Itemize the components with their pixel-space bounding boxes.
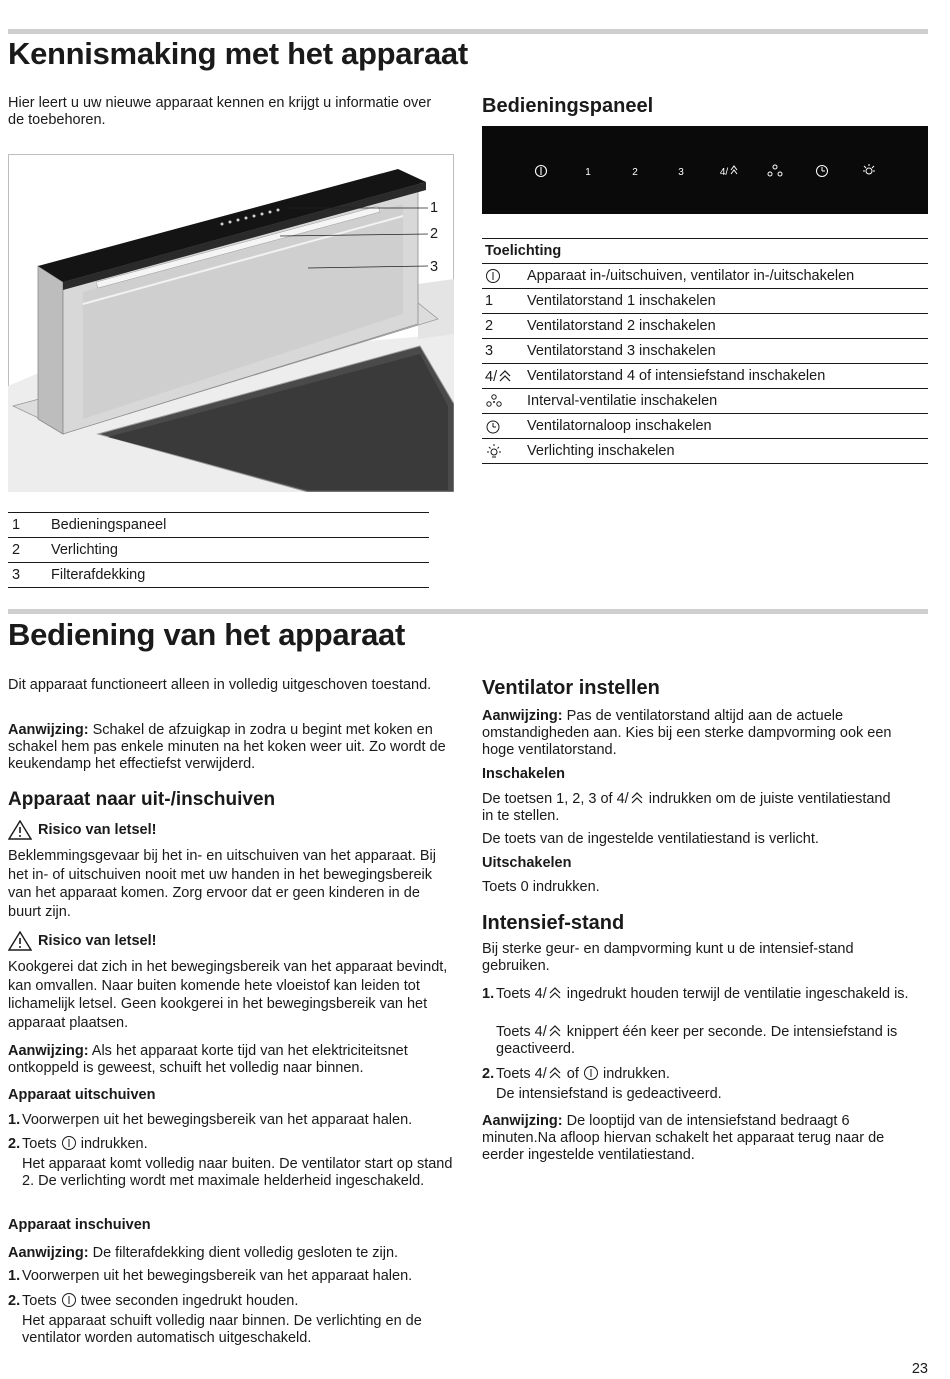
body-text: De toets van de ingestelde ventilatiestand is verlicht. <box>482 831 819 847</box>
panel-legend-key: 1 <box>482 289 527 314</box>
note-text: Schakel de afzuigkap in zodra u begint met koken en schakel hem pas enkele minuten na het koken weer uit. Zo wordt de keukendamp het effectiefst verwijderd. <box>8 722 446 772</box>
step-text: Toets <box>22 1136 61 1152</box>
step-number: 1. <box>482 986 495 1002</box>
callout-3: 3 <box>430 259 439 275</box>
panel-legend-text: Ventilatornaloop inschakelen <box>527 414 928 439</box>
step-text: Toets <box>22 1293 61 1309</box>
note-text: De looptijd van de intensiefstand bedraagt 6 minuten.Na afloop hiervan schakelt het apparaat terug naar de eerder ingestelde ventilatiestand. <box>482 1113 885 1163</box>
panel-button-2: 2 <box>632 167 638 178</box>
panel-legend-header: Toelichting <box>482 239 928 264</box>
panel-legend-key: 2 <box>482 314 527 339</box>
section-title: Bediening van het apparaat <box>8 617 406 652</box>
note-label: Aanwijzing: <box>8 1043 89 1059</box>
note-paragraph <box>482 1113 922 1164</box>
intensive-icon <box>547 1023 563 1039</box>
panel-button-4: 4/ <box>719 167 729 178</box>
power-icon <box>61 1135 77 1151</box>
section-title: Kennismaking met het apparaat <box>8 36 468 71</box>
step-text: indrukken. <box>76 1136 148 1152</box>
panel-button-1: 1 <box>585 167 591 178</box>
page-number: 23 <box>911 1361 928 1377</box>
step-1 <box>482 985 922 1003</box>
warning-heading <box>8 931 156 951</box>
step-result: De intensiefstand is gedeactiveerd. <box>496 1086 722 1102</box>
step-2 <box>8 1292 458 1310</box>
body-text-part: indrukken om de juiste ventilatiestand in te stellen. <box>482 791 891 824</box>
note-paragraph <box>8 722 453 773</box>
power-icon <box>61 1292 77 1308</box>
step-number: 2. <box>8 1136 21 1152</box>
warning-text: Beklemmingsgevaar bij het in- en uitschuiven van het apparaat. Bij het in- of uitschuiven nooit met uw handen in het bewegingsbereik van het apparaat komen. Zorg ervoor dat er geen kinderen in de buurt zijn. <box>8 848 436 920</box>
body-text <box>482 790 902 825</box>
step-result: Het apparaat komt volledig naar buiten. De ventilator start op stand 2. De verlichting wordt met maximale helderheid ingeschakeld. <box>22 1156 453 1189</box>
power-icon <box>485 268 501 284</box>
note-text: Als het apparaat korte tijd van het elektriciteitsnet ontkoppeld is geweest, schuift het volledig naar binnen. <box>8 1043 408 1076</box>
step-text: of <box>562 1066 583 1082</box>
step-text: indrukken. <box>598 1066 670 1082</box>
step-text: ingedrukt houden terwijl de ventilatie ingeschakeld is. <box>562 986 909 1002</box>
legend-label: Bedieningspaneel <box>51 513 429 538</box>
step-text: twee seconden ingedrukt houden. <box>76 1293 299 1309</box>
callout-2: 2 <box>430 226 439 242</box>
timer-icon <box>485 418 501 434</box>
step-text: Toets 4/ <box>496 1024 547 1040</box>
note-text: Pas de ventilatorstand altijd aan de actuele omstandigheden aan. Kies bij een sterke dampvorming ook een hoge ventilatorstand. <box>482 708 892 758</box>
panel-legend-text: Ventilatorstand 4 of intensiefstand inschakelen <box>527 364 928 389</box>
warning-label: Risico van letsel! <box>38 822 157 838</box>
body-text: Toets 0 indrukken. <box>482 879 600 895</box>
legend-row <box>8 538 429 563</box>
panel-legend-table <box>482 238 928 464</box>
legend-row <box>8 513 429 538</box>
panel-legend-row <box>482 414 928 439</box>
intensive-icon <box>497 368 513 384</box>
procedure-title: Uitschakelen <box>482 855 572 871</box>
panel-button-3: 3 <box>678 167 684 178</box>
panel-title: Bedieningspaneel <box>482 95 654 117</box>
procedure-title: Apparaat inschuiven <box>8 1217 151 1233</box>
panel-legend-row <box>482 289 928 314</box>
warning-heading <box>8 820 156 840</box>
step-number: 2. <box>482 1066 495 1082</box>
light-icon <box>485 443 503 459</box>
intensive-icon <box>547 985 563 1001</box>
step-number: 2. <box>8 1293 21 1309</box>
panel-legend-text: Apparaat in-/uitschuiven, ventilator in-/uitschakelen <box>527 264 928 289</box>
power-icon <box>583 1065 599 1081</box>
panel-legend-row <box>482 364 928 389</box>
subsection-title: Ventilator instellen <box>482 677 660 699</box>
subsection-title: Intensief-stand <box>482 912 625 934</box>
panel-legend-text: Ventilatorstand 2 inschakelen <box>527 314 928 339</box>
note-paragraph <box>8 1043 453 1077</box>
procedure-title: Inschakelen <box>482 766 566 782</box>
step-1 <box>8 1112 458 1129</box>
warning-text: Kookgerei dat zich in het bewegingsbereik van het apparaat bevindt, kan omvallen. Naar buiten komende hete vloeistof kan leiden tot lichamelijk letsel. Geen kookgerei in het bewegingsbereik van het apparaat plaatsen. <box>8 959 448 1031</box>
panel-legend-row <box>482 264 928 289</box>
step-number: 1. <box>8 1268 21 1284</box>
subsection-title: Apparaat naar uit-/inschuiven <box>8 789 276 810</box>
note-label: Aanwijzing: <box>8 722 89 738</box>
callout-1: 1 <box>430 200 439 216</box>
intensive-icon <box>629 790 645 806</box>
panel-legend-text: Interval-ventilatie inschakelen <box>527 389 928 414</box>
note-text: De filterafdekking dient volledig gesloten te zijn. <box>88 1245 399 1261</box>
note-paragraph <box>482 708 922 759</box>
step-text: Voorwerpen uit het bewegingsbereik van het apparaat halen. <box>22 1112 413 1128</box>
warning-icon <box>8 820 32 840</box>
step-text: Toets 4/ <box>496 1066 547 1082</box>
warning-label: Risico van letsel! <box>38 933 157 949</box>
panel-legend-row <box>482 439 928 464</box>
body-text-part: De toetsen 1, 2, 3 of 4/ <box>482 791 629 807</box>
legend-number: 1 <box>8 513 51 538</box>
appliance-legend-table <box>8 512 429 588</box>
step-result <box>482 1023 936 1058</box>
legend-row <box>8 563 429 588</box>
panel-legend-row <box>482 389 928 414</box>
procedure-title: Apparaat uitschuiven <box>8 1087 156 1103</box>
legend-number: 3 <box>8 563 51 588</box>
note-paragraph <box>8 1245 453 1262</box>
section-divider <box>8 609 928 614</box>
note-label: Aanwijzing: <box>482 708 563 724</box>
panel-legend-key: 3 <box>482 339 527 364</box>
body-text: Bij sterke geur- en dampvorming kunt u de intensief-stand gebruiken. <box>482 941 854 974</box>
panel-legend-row <box>482 314 928 339</box>
step-text: knippert één keer per seconde. De intensiefstand is geactiveerd. <box>496 1024 898 1057</box>
legend-number: 2 <box>8 538 51 563</box>
step-2 <box>482 1065 922 1083</box>
step-text: Toets 4/ <box>496 986 547 1002</box>
operation-intro: Dit apparaat functioneert alleen in volledig uitgeschoven toestand. <box>8 677 432 693</box>
interval-fan-icon <box>485 393 503 409</box>
panel-legend-row <box>482 339 928 364</box>
step-text: Voorwerpen uit het bewegingsbereik van het apparaat halen. <box>22 1268 413 1284</box>
step-number: 1. <box>8 1112 21 1128</box>
warning-icon <box>8 931 32 951</box>
note-label: Aanwijzing: <box>8 1245 89 1261</box>
section-divider <box>8 29 928 34</box>
legend-label: Filterafdekking <box>51 563 429 588</box>
control-panel-image <box>482 126 928 214</box>
panel-legend-text: Ventilatorstand 1 inschakelen <box>527 289 928 314</box>
note-label: Aanwijzing: <box>482 1113 563 1129</box>
step-result: Het apparaat schuift volledig naar binnen. De verlichting en de ventilator worden automatisch uitgeschakeld. <box>22 1313 422 1346</box>
step-1 <box>8 1268 458 1285</box>
panel-legend-key: 4/ <box>485 368 498 385</box>
intro-text: Hier leert u uw nieuwe apparaat kennen en krijgt u informatie over de toebehoren. <box>8 95 432 128</box>
step-2 <box>8 1135 458 1153</box>
legend-label: Verlichting <box>51 538 429 563</box>
intensive-icon <box>547 1065 563 1081</box>
appliance-illustration <box>8 154 454 492</box>
panel-legend-text: Verlichting inschakelen <box>527 439 928 464</box>
panel-legend-text: Ventilatorstand 3 inschakelen <box>527 339 928 364</box>
